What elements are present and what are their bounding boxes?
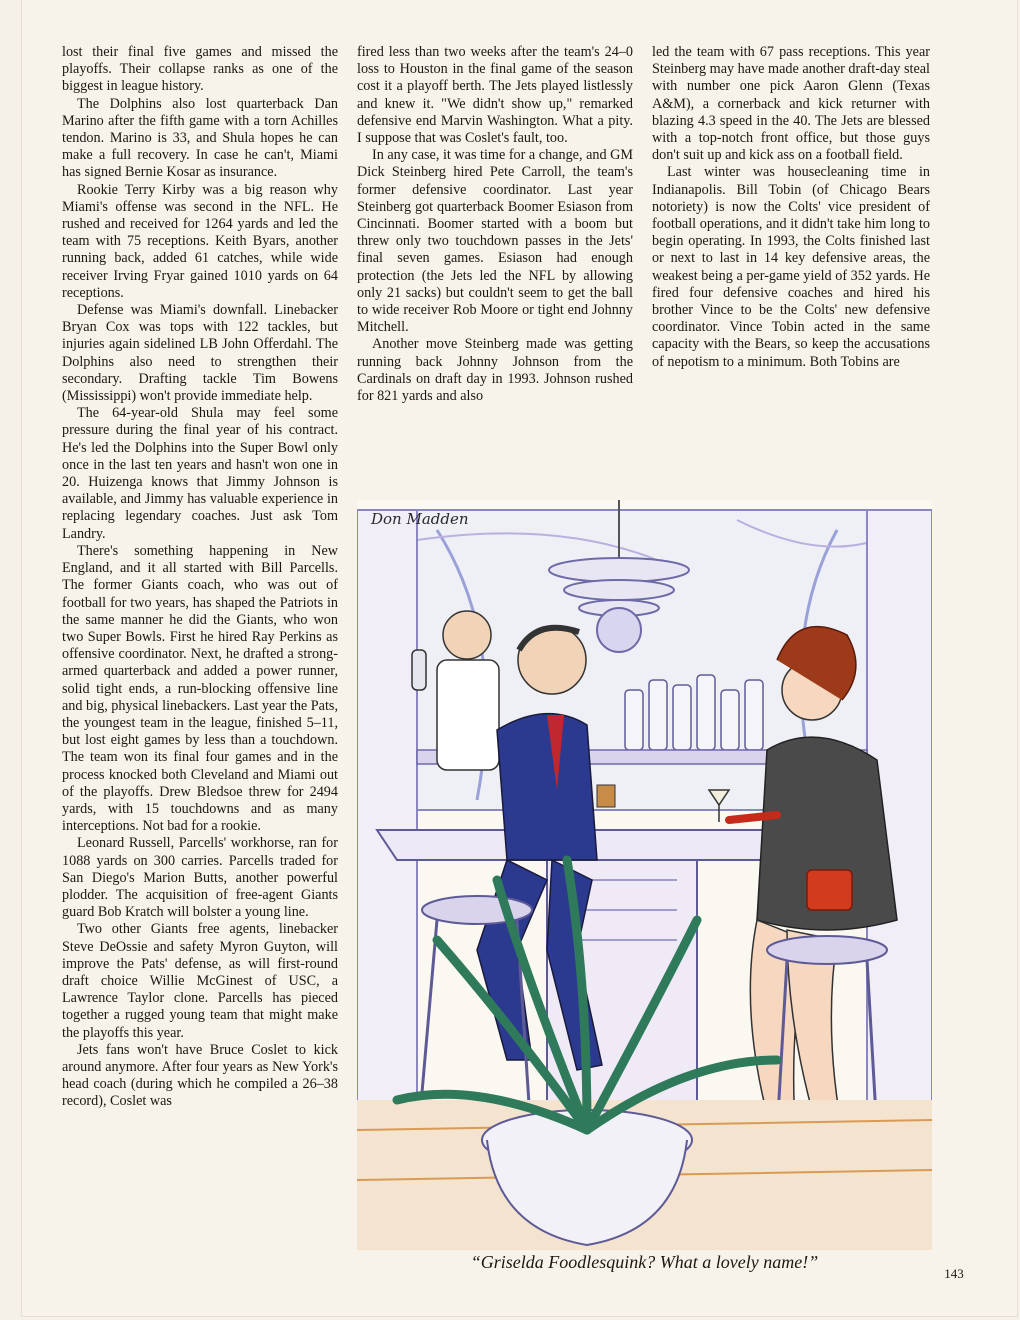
paragraph: Defense was Miami's downfall. Linebacker Bryan Cox was tops with 122 tackles, but injuries again sidelined LB John Offerdahl. The Dolphins also need to strengthen their secondary. Drafting tackle Tim Bowens (Mississippi) won't provide immediate help. xyxy=(62,302,338,405)
article-column-3 xyxy=(652,44,930,371)
paragraph: led the team with 67 pass receptions. This year Steinberg may have made another draft-day steal with number one pick Aaron Glenn (Texas A&M), a cornerback and kick returner with blazing 4.3 speed in the 40. The Jets are blessed with a top-notch front office, but those guys don't suit up and kick ass on a football field. xyxy=(652,44,930,164)
cartoon-caption: “Griselda Foodlesquink? What a lovely name!” xyxy=(470,1252,819,1272)
paragraph: Leonard Russell, Parcells' workhorse, ran for 1088 yards on 300 carries. Parcells traded for San Diego's Marion Butts, another powerful plodder. The acquisition of free-agent Giants guard Bob Kratch will bolster a young line. xyxy=(62,835,338,921)
page-number: 143 xyxy=(944,1266,964,1281)
article-column-2 xyxy=(357,44,633,405)
paragraph: There's something happening in New England, and it all started with Bill Parcells. The former Giants coach, who was out of football for two years, has shaped the Patriots in the same manner he did the Giants, who won two Super Bowls. First he hired Ray Perkins as offensive coordinator. Next, he drafted a strong-armed quarterback and added a power runner, solid tight ends, a run-blocking offensive line and big, physical linebackers. Last year the Pats, the youngest team in the league, finished 5–11, but lost eight games by less than a touchdown. The team won its final four games and in the process knocked both Cleveland and Miami out of the playoffs. Drew Bledsoe threw for 2494 yards, with 15 touchdowns and as many interceptions. Not bad for a rookie. xyxy=(62,542,338,835)
paragraph: lost their final five games and missed the playoffs. Their collapse ranks as one of the biggest in league history. xyxy=(62,44,338,95)
cartoon-illustration xyxy=(357,500,932,1250)
article-column-1 xyxy=(62,44,338,1111)
paragraph: Rookie Terry Kirby was a big reason why Miami's offense was second in the NFL. He rushed and received for 1264 yards and led the team with 75 receptions. Keith Byars, another running back, added 61 catches, while wide receiver Irving Fryar gained 1010 yards on 64 receptions. xyxy=(62,181,338,301)
paragraph: Two other Giants free agents, linebacker Steve DeOssie and safety Myron Guyton, will improve the Pats' defense, as will first-round draft choice Willie McGinest of USC, a Lawrence Taylor clone. Parcells has pieced together a rugged young team that might make the playoffs this year. xyxy=(62,921,338,1041)
paragraph: Last winter was housecleaning time in Indianapolis. Bill Tobin (of Chicago Bears notoriety) is now the Colts' vice president of football operations, and it didn't take him long to begin operating. In 1993, the Colts finished last or next to last in 14 key defensive areas, the weakest being a per-game yield of 352 yards. He fired four defensive coaches and hired his brother Vince to be the Colts' new defensive coordinator. Vince Tobin acted in the same capacity with the Bears, so keep the accusations of nepotism to a minimum. Both Tobins are xyxy=(652,164,930,370)
paragraph: Jets fans won't have Bruce Coslet to kick around anymore. After four years as New York's head coach (during which he compiled a 26–38 record), Coslet was xyxy=(62,1041,338,1110)
paragraph: The 64-year-old Shula may feel some pressure during the final year of his contract. He's led the Dolphins into the Super Bowl only once in the last ten years and hasn't won one in 20. Huizenga knows that Jimmy Johnson is available, and Jimmy has valuable experience in replacing legendary coaches. Just ask Tom Landry. xyxy=(62,405,338,542)
paragraph: Another move Steinberg made was getting running back Johnny Johnson from the Cardinals on draft day in 1993. Johnson rushed for 821 yards and also xyxy=(357,336,633,405)
paragraph: The Dolphins also lost quarterback Dan Marino after the fifth game with a torn Achilles tendon. Marino is 33, and Shula hopes he can make a full recovery. In case he can't, Miami has signed Bernie Kosar as insurance. xyxy=(62,95,338,181)
cartoonist-signature: Don Madden xyxy=(371,510,469,528)
cartoon-drawing xyxy=(357,500,932,1250)
paragraph: fired less than two weeks after the team's 24–0 loss to Houston in the final game of the season cost it a playoff berth. The Jets played listlessly and knew it. "We didn't show up," remarked defensive end Marvin Washington. What a pity. I suppose that was Coslet's fault, too. xyxy=(357,44,633,147)
paragraph: In any case, it was time for a change, and GM Dick Steinberg hired Pete Carroll, the team's former defensive coordinator. Last year Steinberg got quarterback Boomer Esiason from Cincinnati. Boomer started with a boom but threw only two touchdown passes in the Jets' final seven games. Esiason had enough protection (the Jets led the NFL by allowing only 21 sacks) but couldn't seem to get the ball to wide receiver Rob Moore or tight end Johnny Mitchell. xyxy=(357,147,633,336)
